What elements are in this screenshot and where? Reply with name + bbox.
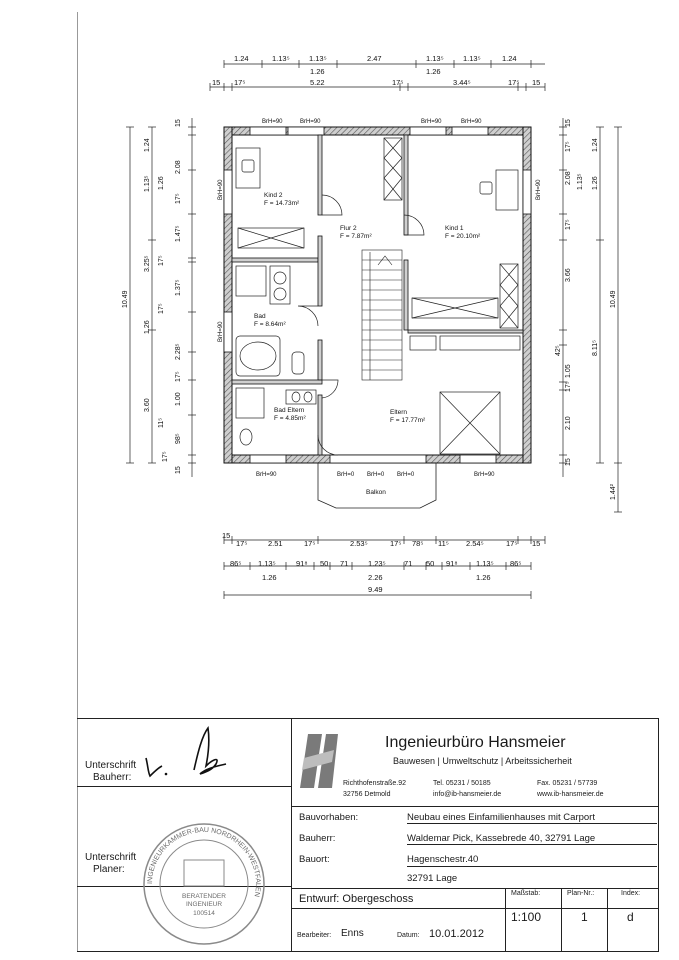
room-name-kind1: Kind 1 — [445, 225, 464, 232]
bottom-dim-label: 2.26 — [368, 573, 383, 582]
left-outer-dim: 10.49 — [122, 290, 129, 308]
left-inner-dim: 98⁵ — [175, 433, 182, 444]
bottom-dimension-labels — [222, 531, 540, 594]
top-dim-label: 1.13⁵ — [463, 54, 481, 63]
left-inner-dim: 2.08 — [175, 160, 182, 174]
bottom-total-dim: 9.49 — [368, 585, 383, 594]
right-inner-dim: 17⁵ — [565, 219, 572, 230]
tb-field-underline — [407, 844, 657, 845]
room-area-flur2: F = 7.87m² — [340, 233, 372, 240]
room-area-kind1: F = 20.10m² — [445, 233, 481, 240]
tb-border-bottom — [77, 951, 659, 952]
room-name-bad-eltern: Bad Eltern — [274, 407, 305, 414]
bottom-dim-label: 11⁵ — [438, 539, 449, 548]
company-email: info@ib-hansmeier.de — [433, 791, 502, 798]
staircase — [362, 250, 402, 380]
bottom-dim-label: 86⁵ — [510, 559, 522, 568]
stamp-inner-text: INGENIEUR — [185, 901, 223, 908]
sig-planner-label: Unterschrift — [85, 852, 137, 863]
company-services: Bauwesen | Umweltschutz | Arbeitssicherheit — [393, 756, 572, 766]
company-logo — [298, 730, 340, 792]
company-street: Richthofenstraße.92 — [343, 780, 407, 787]
right-inner-dim: 2.10 — [565, 416, 572, 430]
bauort-label: Bauort: — [299, 854, 330, 865]
left-inner-dim: 1.47⁵ — [175, 225, 182, 242]
brh-label: BrH=90 — [461, 119, 482, 125]
room-name-balkon: Balkon — [366, 489, 386, 496]
right-outer-dim: 10.49 — [610, 290, 617, 308]
right-inner-dim: 42⁵ — [555, 345, 562, 356]
bauherr-value: Waldemar Pick, Kassebrede 40, 32791 Lage — [407, 833, 596, 844]
bottom-dim-label: 1.26 — [262, 573, 277, 582]
engineer-stamp — [140, 820, 268, 948]
left-mid-dim: 1.26 — [144, 320, 151, 334]
bottom-dim-label: 1.26 — [476, 573, 491, 582]
left-inner-dim: 17⁵ — [175, 371, 182, 382]
left-inner-dim: 17⁵ — [175, 193, 182, 204]
brh-label: BrH=90 — [474, 472, 495, 478]
tb-field-underline — [407, 823, 657, 824]
top-dim-label: 5.22 — [310, 78, 325, 87]
bottom-dim-label: 91⁸ — [296, 559, 308, 568]
top-dimension-chain — [210, 60, 545, 91]
bottom-dim-label: 86⁵ — [230, 559, 242, 568]
room-name-bad: Bad — [254, 313, 266, 320]
bottom-dim-label: 17⁵ — [236, 539, 248, 548]
index-label: Index: — [621, 890, 641, 897]
top-dim-label: 17⁵ — [508, 78, 520, 87]
right-inner-dim: 1.24 — [592, 138, 599, 152]
company-name: Ingenieurbüro Hansmeier — [385, 734, 566, 751]
right-inner-dim: 1.26 — [592, 176, 599, 190]
stamp-ring-text: INGENIEURKAMMER-BAU NORDRHEIN-WESTFALEN — [146, 826, 262, 898]
entwurf-title: Entwurf: Obergeschoss — [299, 893, 414, 905]
left-inner-dim: 15 — [175, 466, 182, 474]
sig-planner-label: Planer: — [93, 864, 125, 875]
tb-border-right — [658, 718, 659, 952]
bottom-dim-label: 2.53⁵ — [350, 539, 368, 548]
bearbeiter-label: Bearbeiter: — [297, 932, 332, 939]
bauort-value: Hagenschestr.40 — [407, 854, 479, 865]
tb-col-divider — [505, 888, 506, 952]
top-dim-label: 3.44⁵ — [453, 78, 471, 87]
bauvorhaben-label: Bauvorhaben: — [299, 812, 359, 823]
top-dim-label: 1.13⁵ — [272, 54, 290, 63]
massstab-label: Maßstab: — [511, 890, 541, 897]
left-mid-dim: 3.60 — [144, 398, 151, 412]
bottom-dim-label: 17⁵ — [506, 539, 518, 548]
company-tel: Tel. 05231 / 50185 — [433, 780, 491, 787]
balcony — [318, 463, 436, 508]
right-inner-dim: 1.05 — [565, 364, 572, 378]
massstab-value: 1:100 — [511, 910, 542, 924]
room-area-eltern: F = 17.77m² — [390, 417, 426, 424]
brh-label: BrH=90 — [536, 179, 542, 200]
room-area-bad: F = 8.64m² — [254, 321, 286, 328]
top-dim-label: 1.13⁵ — [309, 54, 327, 63]
top-dim-label: 17⁵ — [234, 78, 246, 87]
bottom-dim-label: 15 — [222, 531, 231, 540]
bottom-dim-label: 1.13⁵ — [258, 559, 276, 568]
brh-label: BrH=90 — [262, 119, 283, 125]
tb-field-underline — [407, 866, 657, 867]
top-dim-label: 15 — [212, 78, 221, 87]
tb-col-divider — [607, 888, 608, 952]
company-city: 32756 Detmold — [343, 791, 391, 798]
top-dim-label: 1.26 — [426, 67, 441, 76]
left-inner-dim: 17⁵ — [162, 451, 169, 462]
room-area-kind2: F = 14.73m² — [264, 200, 300, 207]
top-dim-label: 1.13⁵ — [426, 54, 444, 63]
bottom-dim-label: 1.13⁵ — [476, 559, 494, 568]
bottom-dim-label: 50 — [426, 559, 435, 568]
room-labels — [254, 192, 481, 496]
left-inner-dim: 1.26 — [158, 176, 165, 190]
top-dim-label: 15 — [532, 78, 541, 87]
tb-row-divider — [291, 806, 659, 807]
bottom-dim-label: 50 — [320, 559, 329, 568]
right-inner-dim: 2.08 — [565, 171, 572, 185]
left-inner-dim: 1.24 — [144, 138, 151, 152]
bearbeiter-value: Enns — [341, 928, 364, 939]
sig-owner-label: Unterschrift — [85, 760, 137, 771]
right-inner-dim: 17⁵ — [565, 381, 572, 392]
right-inner-dim: 17⁵ — [565, 141, 572, 152]
bottom-dim-label: 2.51 — [268, 539, 283, 548]
bottom-dim-label: 71 — [340, 559, 349, 568]
left-inner-dim: 17⁵ — [158, 303, 165, 314]
bottom-dim-label: 17⁵ — [390, 539, 402, 548]
right-inner-dim: 15 — [565, 119, 572, 127]
top-dim-label: 1.24 — [234, 54, 249, 63]
tb-col-divider — [561, 888, 562, 952]
right-balkon-dim: 1.44² — [610, 484, 617, 500]
owner-signature — [140, 722, 240, 792]
left-inner-dim: 1.37⁵ — [175, 279, 182, 296]
left-inner-dim: 1.13⁵ — [144, 175, 151, 192]
bottom-dim-label: 71 — [404, 559, 413, 568]
datum-label: Datum: — [397, 932, 420, 939]
brh-label: BrH=0 — [337, 472, 355, 478]
brh-label: BrH=90 — [421, 119, 442, 125]
brh-label: BrH=0 — [367, 472, 385, 478]
plannr-value: 1 — [581, 910, 588, 924]
bottom-dim-label: 1.23⁵ — [368, 559, 386, 568]
bauort-city: 32791 Lage — [407, 873, 458, 884]
brh-label: BrH=90 — [256, 472, 277, 478]
tb-divider-vertical — [291, 718, 292, 952]
right-inner-dim: 3.66 — [565, 268, 572, 282]
company-web: www.ib-hansmeier.de — [537, 791, 604, 798]
tb-row-divider — [291, 888, 659, 889]
left-mid-dim: 3.25⁵ — [144, 255, 151, 272]
brh-label: BrH=90 — [218, 321, 224, 342]
top-dim-label: 17⁵ — [392, 78, 404, 87]
brh-label: BrH=0 — [397, 472, 415, 478]
bauherr-label: Bauherr: — [299, 833, 336, 844]
stamp-inner-text: BERATENDER — [182, 893, 226, 900]
plannr-label: Plan-Nr.: — [567, 890, 595, 897]
bottom-dim-label: 2.54⁵ — [466, 539, 484, 548]
bauvorhaben-value: Neubau eines Einfamilienhauses mit Carport — [407, 812, 595, 823]
left-inner-dim: 1.00 — [175, 392, 182, 406]
left-inner-dim: 11⁵ — [158, 417, 165, 428]
brh-label: BrH=90 — [218, 179, 224, 200]
top-dim-label: 1.24 — [502, 54, 517, 63]
room-name-flur2: Flur 2 — [340, 225, 357, 232]
right-dimension-labels — [555, 119, 617, 500]
left-inner-dim: 17⁵ — [158, 255, 165, 266]
left-inner-dim: 2.28⁵ — [175, 343, 182, 360]
right-inner-dim: 1.13⁵ — [577, 173, 584, 190]
top-dimension-labels — [212, 54, 540, 87]
right-mid-dim: 8.11⁵ — [592, 339, 599, 356]
brh-label: BrH=90 — [300, 119, 321, 125]
right-inner-dim: 15 — [565, 458, 572, 466]
room-name-eltern: Eltern — [390, 409, 407, 416]
bottom-dim-label: 15 — [532, 539, 541, 548]
tb-row-divider — [291, 908, 659, 909]
bottom-dim-label: 17⁵ — [304, 539, 316, 548]
company-fax: Fax. 05231 / 57739 — [537, 780, 598, 787]
sill-height-labels — [218, 119, 542, 478]
stamp-number: 100514 — [193, 910, 215, 917]
datum-value: 10.01.2012 — [429, 928, 485, 940]
top-dim-label: 2.47 — [367, 54, 382, 63]
room-area-bad-eltern: F = 4.85m² — [274, 415, 306, 422]
sig-owner-label: Bauherr: — [93, 772, 132, 783]
room-name-kind2: Kind 2 — [264, 192, 283, 199]
bottom-dim-label: 91⁸ — [446, 559, 458, 568]
index-value: d — [627, 910, 634, 924]
top-dim-label: 1.26 — [310, 67, 325, 76]
bottom-dim-label: 78⁵ — [412, 539, 424, 548]
left-inner-dim: 15 — [175, 119, 182, 127]
tb-border-top — [77, 718, 659, 719]
